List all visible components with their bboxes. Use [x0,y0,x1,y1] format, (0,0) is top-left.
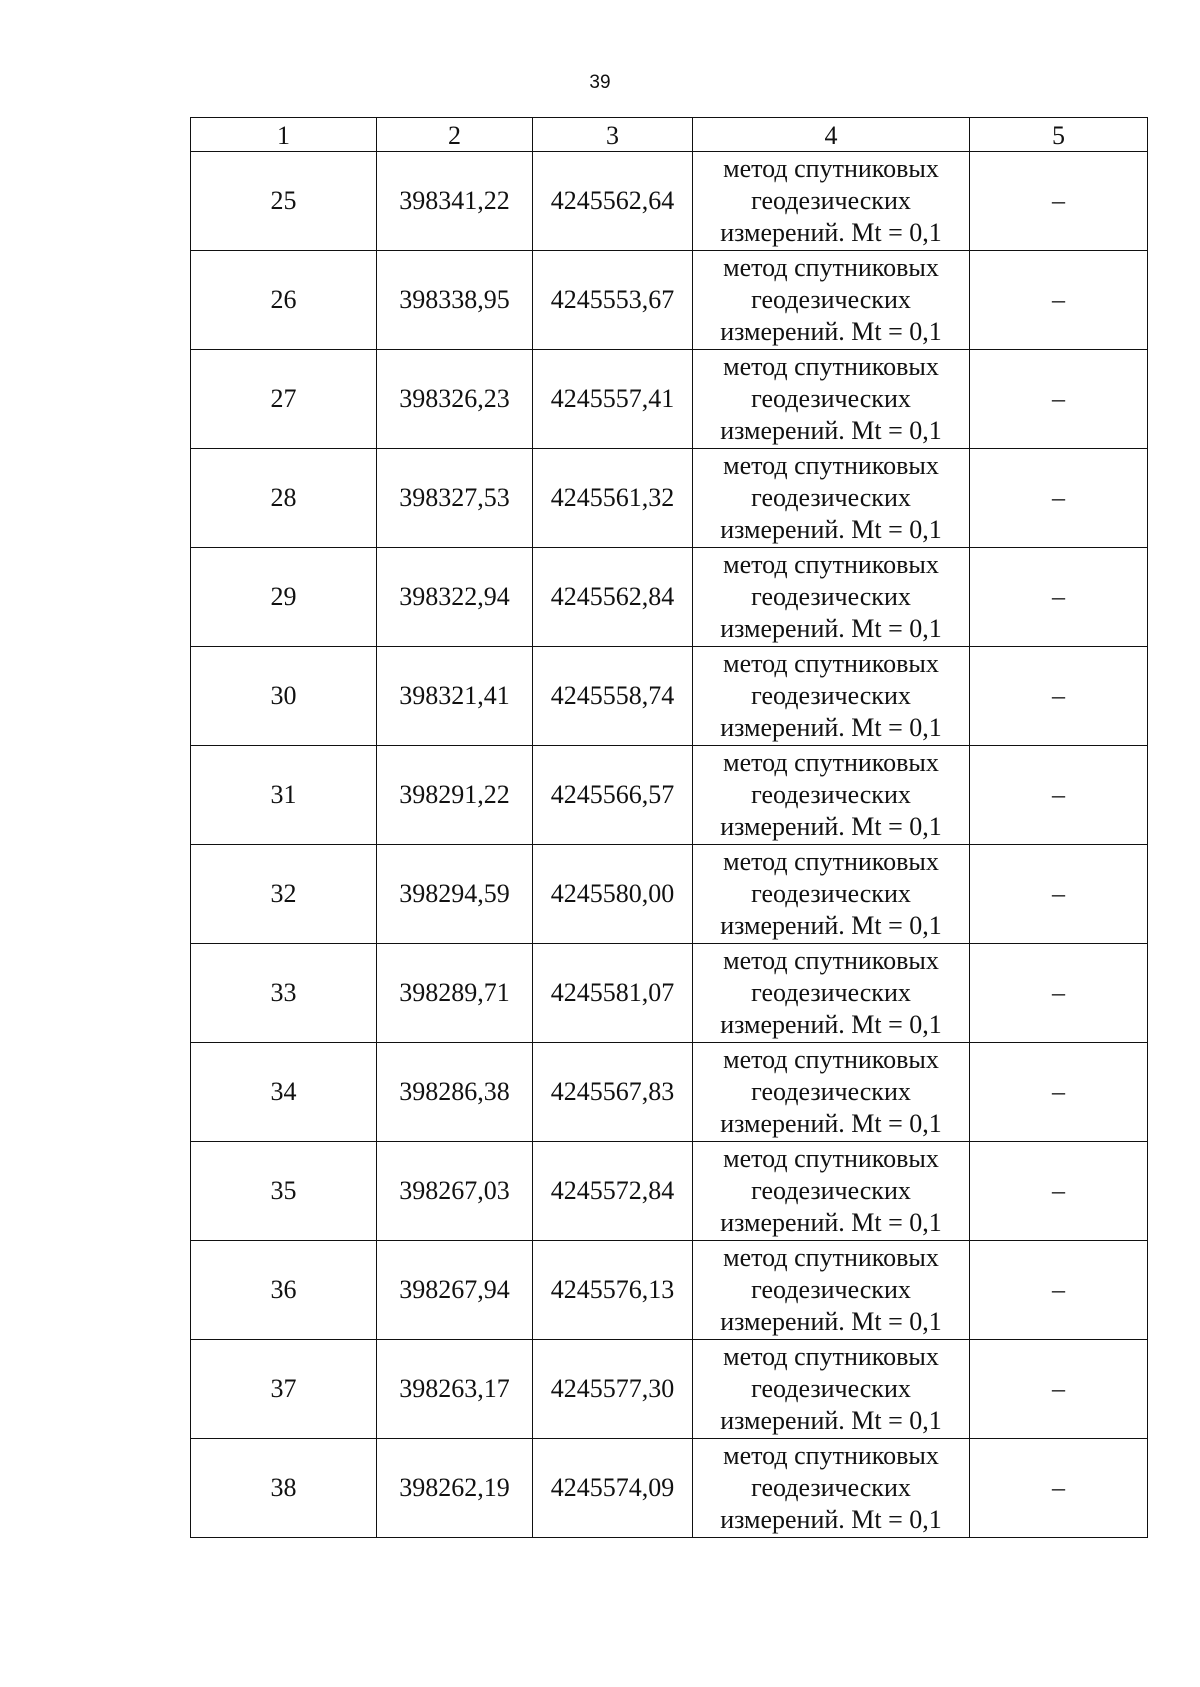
point-number-cell: 32 [191,845,377,944]
method-cell [693,152,970,251]
note-cell: – [970,1340,1148,1439]
x-coordinate-cell: 398267,03 [377,1142,533,1241]
method-cell [693,548,970,647]
table-row [191,1241,1148,1340]
table-row [191,1340,1148,1439]
method-line: метод спутниковых [723,1045,939,1074]
y-coordinate-cell: 4245574,09 [533,1439,693,1538]
x-coordinate-cell: 398338,95 [377,251,533,350]
method-line: геодезических [751,1374,911,1403]
table-row [191,944,1148,1043]
method-line: измерений. Mt = 0,1 [720,812,942,841]
point-number-cell: 33 [191,944,377,1043]
method-line: измерений. Mt = 0,1 [720,1010,942,1039]
note-cell: – [970,845,1148,944]
y-coordinate-cell: 4245558,74 [533,647,693,746]
y-coordinate-cell: 4245566,57 [533,746,693,845]
method-cell [693,1439,970,1538]
y-coordinate-cell: 4245561,32 [533,449,693,548]
method-line: метод спутниковых [723,451,939,480]
note-cell: – [970,548,1148,647]
column-header-1: 1 [191,118,377,152]
point-number-cell: 35 [191,1142,377,1241]
point-number-cell: 31 [191,746,377,845]
method-line: геодезических [751,1275,911,1304]
table-row [191,1043,1148,1142]
table-body [191,152,1148,1538]
point-number-cell: 25 [191,152,377,251]
x-coordinate-cell: 398294,59 [377,845,533,944]
method-line: метод спутниковых [723,847,939,876]
y-coordinate-cell: 4245581,07 [533,944,693,1043]
y-coordinate-cell: 4245557,41 [533,350,693,449]
x-coordinate-cell: 398326,23 [377,350,533,449]
method-line: метод спутниковых [723,253,939,282]
point-number-cell: 29 [191,548,377,647]
method-line: измерений. Mt = 0,1 [720,1208,942,1237]
method-line: измерений. Mt = 0,1 [720,416,942,445]
point-number-cell: 30 [191,647,377,746]
y-coordinate-cell: 4245572,84 [533,1142,693,1241]
table-row [191,152,1148,251]
method-cell [693,251,970,350]
x-coordinate-cell: 398341,22 [377,152,533,251]
y-coordinate-cell: 4245577,30 [533,1340,693,1439]
header-row [191,118,1148,152]
x-coordinate-cell: 398263,17 [377,1340,533,1439]
method-line: метод спутниковых [723,649,939,678]
method-line: геодезических [751,978,911,1007]
method-line: измерений. Mt = 0,1 [720,317,942,346]
method-line: измерений. Mt = 0,1 [720,1406,942,1435]
y-coordinate-cell: 4245562,84 [533,548,693,647]
note-cell: – [970,746,1148,845]
method-line: геодезических [751,384,911,413]
method-line: измерений. Mt = 0,1 [720,911,942,940]
method-line: геодезических [751,681,911,710]
method-line: геодезических [751,582,911,611]
coordinates-table [190,117,1148,1538]
column-header-2: 2 [377,118,533,152]
method-line: метод спутниковых [723,1441,939,1470]
x-coordinate-cell: 398327,53 [377,449,533,548]
method-cell [693,845,970,944]
point-number-cell: 28 [191,449,377,548]
table-row [191,746,1148,845]
note-cell: – [970,449,1148,548]
method-line: метод спутниковых [723,352,939,381]
method-cell [693,350,970,449]
method-cell [693,449,970,548]
y-coordinate-cell: 4245562,64 [533,152,693,251]
y-coordinate-cell: 4245553,67 [533,251,693,350]
method-cell [693,746,970,845]
method-line: геодезических [751,285,911,314]
note-cell: – [970,1241,1148,1340]
method-line: измерений. Mt = 0,1 [720,1505,942,1534]
point-number-cell: 34 [191,1043,377,1142]
x-coordinate-cell: 398286,38 [377,1043,533,1142]
method-line: геодезических [751,1077,911,1106]
method-cell [693,1043,970,1142]
method-line: метод спутниковых [723,1243,939,1272]
method-line: измерений. Mt = 0,1 [720,1109,942,1138]
table-row [191,647,1148,746]
method-cell [693,647,970,746]
method-line: геодезических [751,483,911,512]
page-number: 39 [589,72,611,93]
note-cell: – [970,251,1148,350]
y-coordinate-cell: 4245580,00 [533,845,693,944]
method-line: измерений. Mt = 0,1 [720,1307,942,1336]
table-row [191,449,1148,548]
method-line: измерений. Mt = 0,1 [720,713,942,742]
column-header-3: 3 [533,118,693,152]
note-cell: – [970,944,1148,1043]
method-line: геодезических [751,1473,911,1502]
note-cell: – [970,1142,1148,1241]
column-header-5: 5 [970,118,1148,152]
table-row [191,845,1148,944]
note-cell: – [970,1439,1148,1538]
point-number-cell: 37 [191,1340,377,1439]
table-row [191,251,1148,350]
y-coordinate-cell: 4245576,13 [533,1241,693,1340]
method-line: измерений. Mt = 0,1 [720,515,942,544]
y-coordinate-cell: 4245567,83 [533,1043,693,1142]
table-row [191,350,1148,449]
method-line: геодезических [751,879,911,908]
x-coordinate-cell: 398321,41 [377,647,533,746]
method-cell [693,1340,970,1439]
note-cell: – [970,1043,1148,1142]
column-header-4: 4 [693,118,970,152]
table-row [191,1142,1148,1241]
x-coordinate-cell: 398291,22 [377,746,533,845]
method-line: метод спутниковых [723,154,939,183]
method-line: метод спутниковых [723,1342,939,1371]
x-coordinate-cell: 398322,94 [377,548,533,647]
method-line: измерений. Mt = 0,1 [720,218,942,247]
method-line: метод спутниковых [723,1144,939,1173]
point-number-cell: 26 [191,251,377,350]
method-cell [693,1241,970,1340]
method-line: измерений. Mt = 0,1 [720,614,942,643]
point-number-cell: 27 [191,350,377,449]
method-cell [693,944,970,1043]
method-line: метод спутниковых [723,946,939,975]
method-line: геодезических [751,780,911,809]
note-cell: – [970,152,1148,251]
method-line: метод спутниковых [723,748,939,777]
table-row [191,1439,1148,1538]
method-cell [693,1142,970,1241]
x-coordinate-cell: 398267,94 [377,1241,533,1340]
note-cell: – [970,647,1148,746]
method-line: геодезических [751,186,911,215]
point-number-cell: 36 [191,1241,377,1340]
note-cell: – [970,350,1148,449]
table-row [191,548,1148,647]
method-line: геодезических [751,1176,911,1205]
x-coordinate-cell: 398262,19 [377,1439,533,1538]
method-line: метод спутниковых [723,550,939,579]
point-number-cell: 38 [191,1439,377,1538]
x-coordinate-cell: 398289,71 [377,944,533,1043]
